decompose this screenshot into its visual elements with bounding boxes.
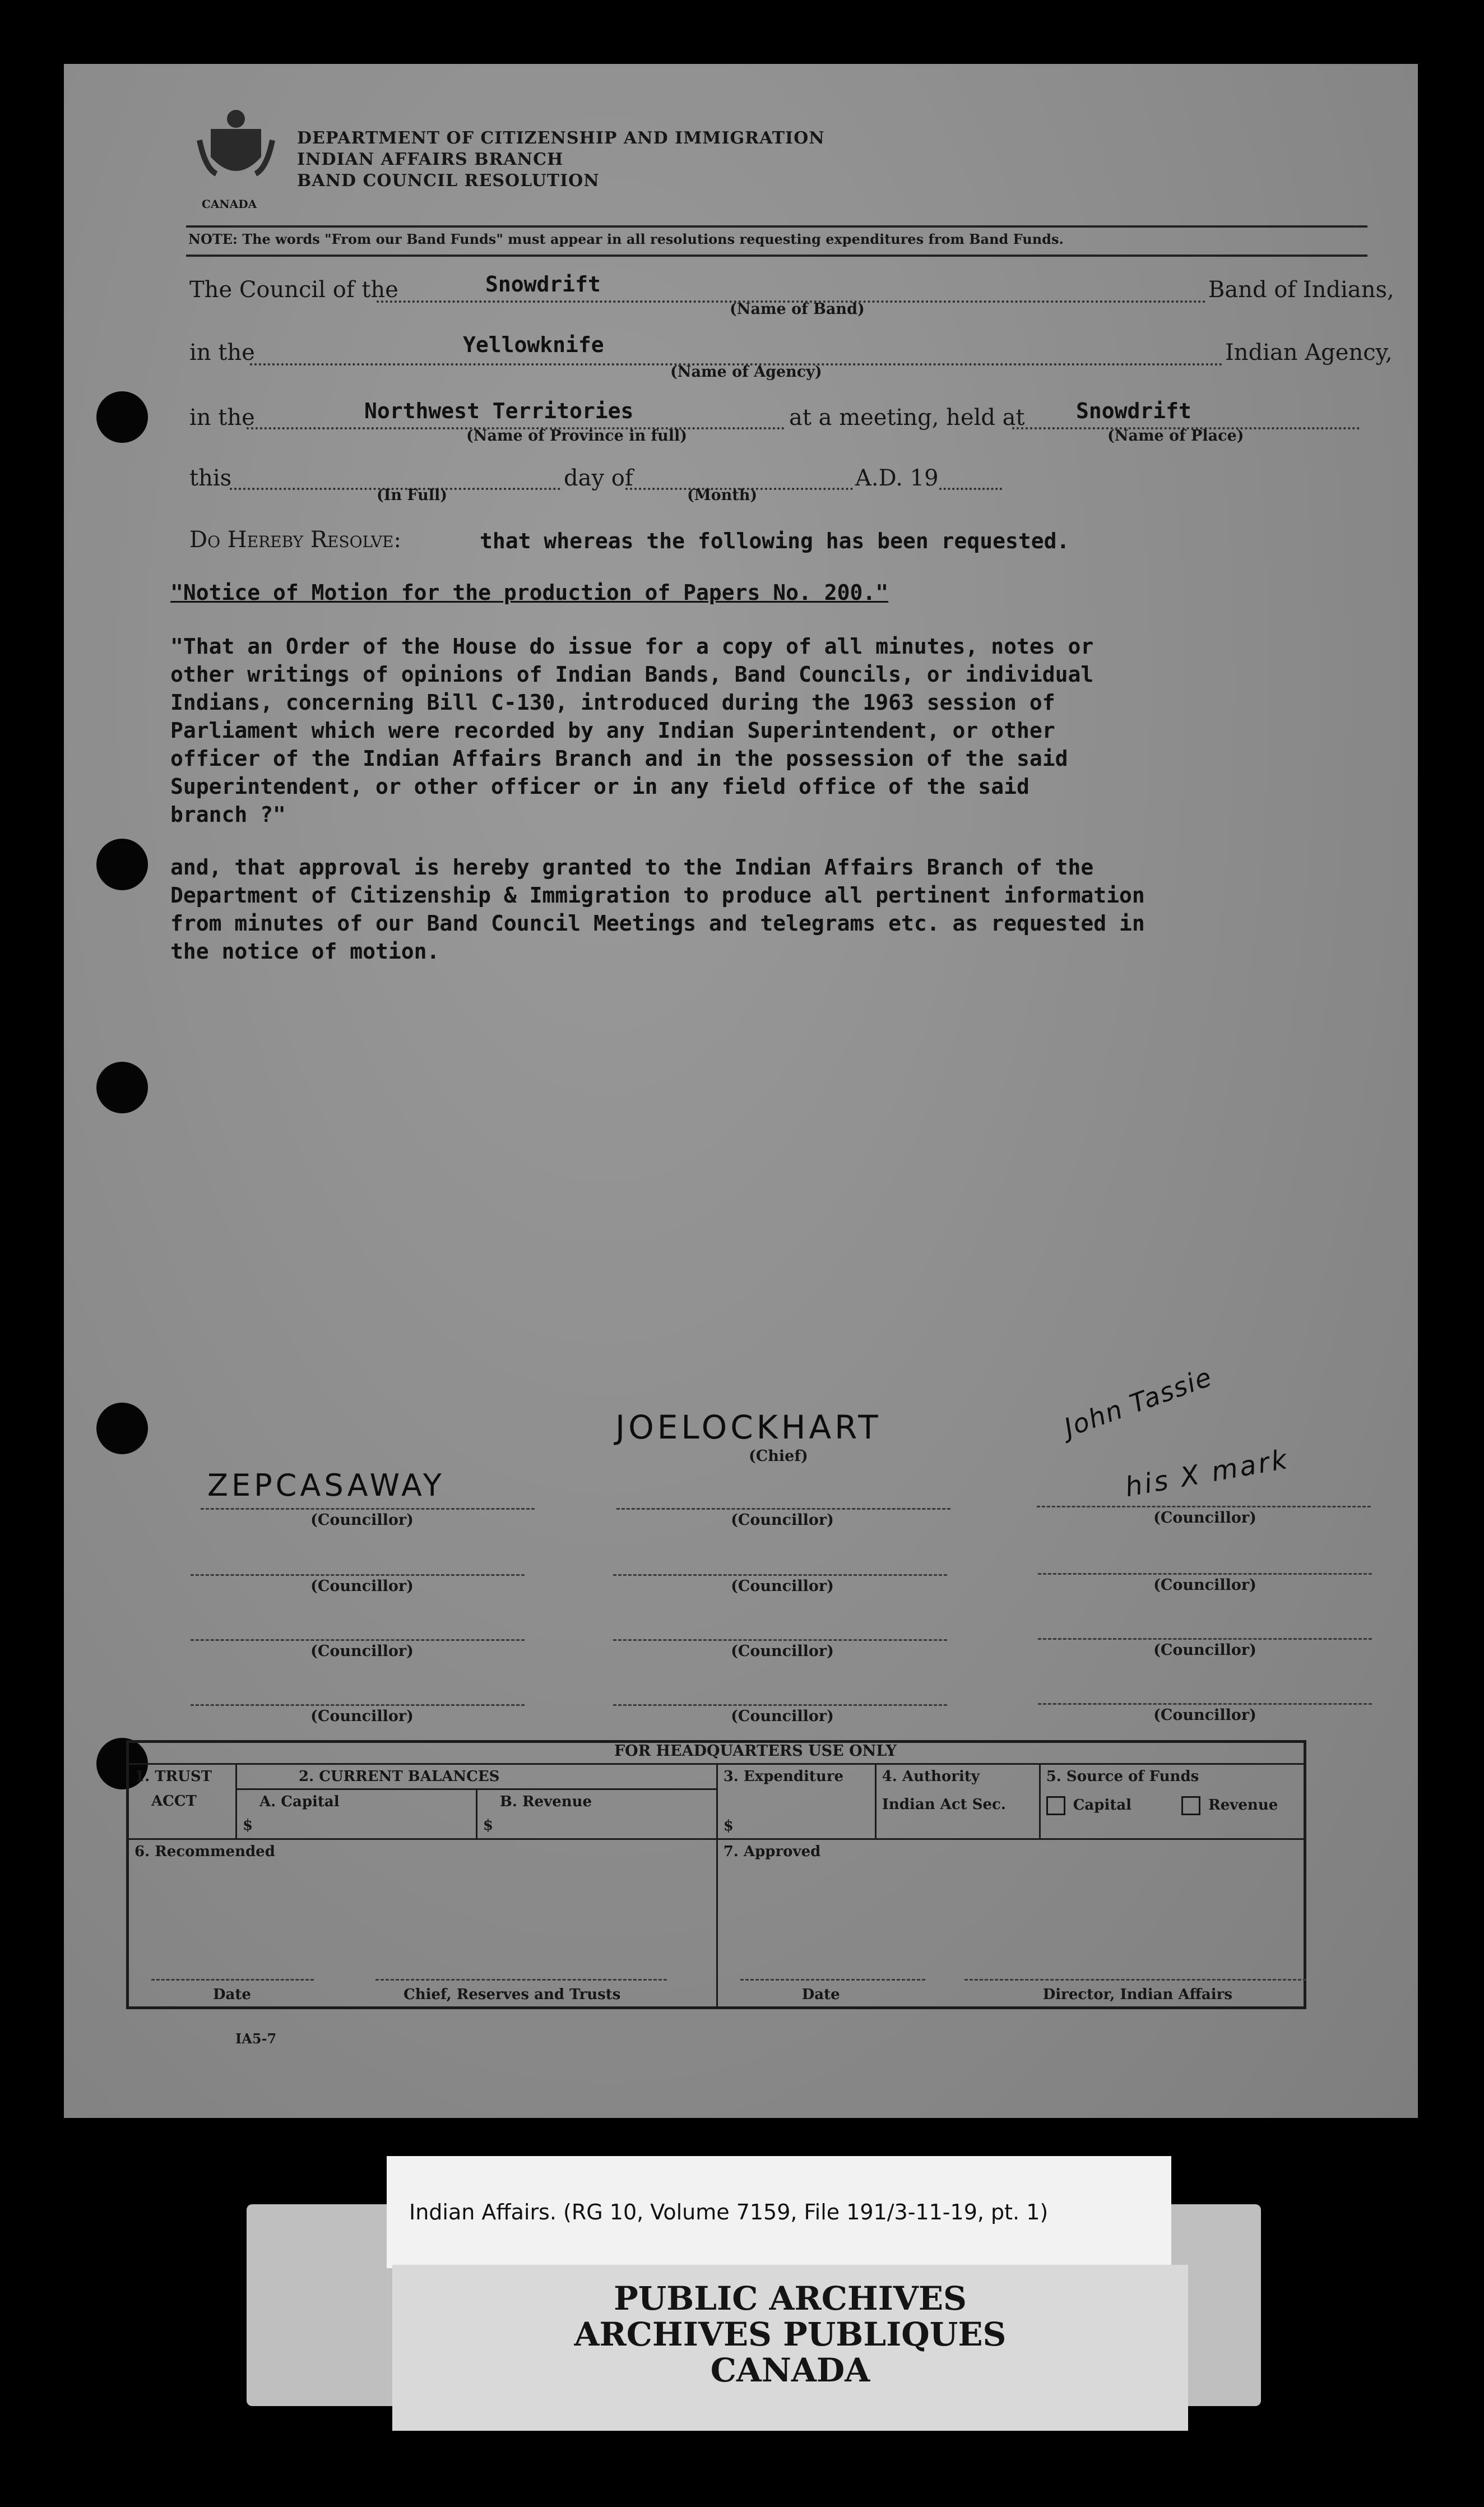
- agency-field[interactable]: Yellowknife: [463, 332, 604, 357]
- approval-line: and, that approval is hereby granted to the Indian Affairs Branch of the: [170, 855, 1094, 880]
- councillor-line[interactable]: [613, 1574, 947, 1576]
- quoted-motion: [170, 632, 1093, 829]
- councillor-caption: (Councillor): [1153, 1509, 1256, 1527]
- councillor-caption: (Councillor): [1153, 1641, 1256, 1659]
- councillor-line[interactable]: [191, 1574, 525, 1576]
- hq-use-table: [126, 1740, 1306, 2009]
- councillor-line[interactable]: [1038, 1573, 1372, 1575]
- punch-hole: [96, 1062, 148, 1113]
- meeting-label: at a meeting, held at: [789, 405, 1025, 431]
- punch-hole: [96, 1403, 148, 1454]
- councillor-caption: (Councillor): [310, 1578, 414, 1595]
- revenue-amount[interactable]: $: [483, 1817, 493, 1834]
- note: NOTE: The words "From our Band Funds" must appear in all resolutions requesting expenditures from Band Funds.: [188, 231, 1064, 247]
- approved-date-line[interactable]: [740, 1979, 925, 1981]
- councillor-signature-right-2: his X mark: [1123, 1443, 1292, 1504]
- approval-paragraph: [170, 853, 1145, 965]
- archive-stamp: [392, 2265, 1188, 2431]
- form-title: BAND COUNCIL RESOLUTION: [297, 171, 600, 191]
- councillor-line[interactable]: [616, 1508, 950, 1510]
- councillor-caption: (Councillor): [731, 1511, 834, 1529]
- capital-checkbox[interactable]: [1046, 1796, 1065, 1815]
- source-revenue-label: Revenue: [1208, 1797, 1278, 1814]
- revenue-checkbox[interactable]: [1181, 1796, 1200, 1815]
- recommended-label: 6. Recommended: [135, 1843, 275, 1860]
- stamp-line-2: ARCHIVES PUBLIQUES: [574, 2315, 1007, 2353]
- councillor-caption: (Councillor): [1153, 1576, 1256, 1594]
- councillor-line[interactable]: [1038, 1638, 1372, 1640]
- councillor-caption: (Councillor): [731, 1643, 834, 1660]
- councillor-caption: (Councillor): [731, 1708, 834, 1725]
- councillor-line[interactable]: [1038, 1703, 1372, 1705]
- archive-reference-text: Indian Affairs. (RG 10, Volume 7159, File 191/3-11-19, pt. 1): [409, 2200, 1049, 2224]
- indian-agency-label: Indian Agency,: [1225, 340, 1393, 366]
- canada-label: CANADA: [202, 197, 257, 211]
- councillor-line[interactable]: [191, 1639, 525, 1641]
- authority-label: 4. Authority: [882, 1768, 980, 1785]
- councillor-caption: (Councillor): [731, 1578, 834, 1595]
- in-the-label-2: in the: [189, 405, 255, 431]
- trust-label: 1. TRUST: [135, 1768, 212, 1785]
- councillor-line[interactable]: [1037, 1506, 1371, 1507]
- councillor-caption: (Councillor): [310, 1708, 414, 1725]
- month-caption: (Month): [687, 487, 758, 504]
- ad-label: A.D. 19: [855, 465, 939, 491]
- top-rule: [186, 225, 1367, 228]
- recommended-date-line[interactable]: [151, 1979, 314, 1981]
- quote-line: Superintendent, or other officer or in any field office of the said: [170, 774, 1029, 799]
- resolution-intro: that whereas the following has been requested.: [480, 529, 1070, 553]
- band-name-caption: (Name of Band): [730, 300, 865, 318]
- council-of-label: The Council of the: [189, 277, 398, 303]
- current-balances-label: 2. CURRENT BALANCES: [237, 1765, 716, 1790]
- expenditure-label: 3. Expenditure: [723, 1768, 844, 1785]
- approval-line: from minutes of our Band Council Meetings and telegrams etc. as requested in: [170, 911, 1145, 936]
- punch-hole: [96, 839, 148, 890]
- stamp-line-3: CANADA: [710, 2351, 870, 2389]
- chief-reserves-caption: Chief, Reserves and Trusts: [404, 1986, 621, 2003]
- date-caption-2: Date: [801, 1986, 840, 2003]
- in-the-label: in the: [189, 340, 255, 366]
- acct-label: ACCT: [151, 1793, 197, 1810]
- councillor-line[interactable]: [613, 1704, 947, 1706]
- place-caption: (Name of Place): [1107, 427, 1244, 445]
- approval-line: the notice of motion.: [170, 939, 440, 964]
- chief-signature: JOELOCKHART: [615, 1408, 882, 1446]
- source-capital-label: Capital: [1073, 1797, 1132, 1814]
- source-of-funds-label: 5. Source of Funds: [1046, 1768, 1199, 1785]
- hq-title: FOR HEADQUARTERS USE ONLY: [614, 1742, 897, 1760]
- this-label: this: [189, 465, 232, 491]
- councillor-line[interactable]: [191, 1704, 525, 1706]
- capital-amount[interactable]: $: [243, 1817, 253, 1834]
- resolve-label: Do Hereby Resolve:: [189, 527, 401, 553]
- quote-line: officer of the Indian Affairs Branch and in the possession of the said: [170, 746, 1068, 771]
- in-full-caption: (In Full): [377, 487, 448, 504]
- year-line[interactable]: [939, 488, 1002, 490]
- quote-line: Indians, concerning Bill C-130, introduced during the 1963 session of: [170, 690, 1055, 715]
- recommended-sign-line[interactable]: [375, 1979, 667, 1981]
- quote-line: "That an Order of the House do issue for a copy of all minutes, notes or: [170, 634, 1094, 659]
- department-title: DEPARTMENT OF CITIZENSHIP AND IMMIGRATION: [297, 128, 825, 148]
- notice-title: "Notice of Motion for the production of Papers No. 200.": [170, 580, 889, 605]
- councillor-caption: (Councillor): [1153, 1706, 1256, 1724]
- province-field[interactable]: Northwest Territories: [364, 399, 634, 423]
- councillor-signature-1: ZEPCASAWAY: [207, 1468, 445, 1503]
- form-number: IA5-7: [235, 2030, 277, 2047]
- approved-sign-line[interactable]: [964, 1979, 1306, 1981]
- quote-line: branch ?": [170, 802, 286, 827]
- branch-title: INDIAN AFFAIRS BRANCH: [297, 150, 564, 169]
- approval-line: Department of Citizenship & Immigration to produce all pertinent information: [170, 883, 1145, 908]
- band-of-indians-label: Band of Indians,: [1208, 277, 1394, 303]
- quote-line: other writings of opinions of Indian Bands, Band Councils, or individual: [170, 662, 1094, 687]
- councillor-signature-right-1: John Tassie: [1060, 1361, 1217, 1443]
- place-field[interactable]: Snowdrift: [1076, 399, 1191, 423]
- councillor-caption: (Councillor): [310, 1511, 414, 1529]
- indian-act-label: Indian Act Sec.: [882, 1796, 1006, 1813]
- stamp-line-1: PUBLIC ARCHIVES: [614, 2279, 967, 2318]
- expenditure-amount[interactable]: $: [723, 1817, 734, 1834]
- capital-label: A. Capital: [259, 1793, 340, 1810]
- coat-of-arms-icon: [194, 107, 278, 191]
- revenue-label: B. Revenue: [499, 1793, 592, 1810]
- agency-caption: (Name of Agency): [670, 363, 822, 381]
- archive-reference-label: [387, 2156, 1171, 2268]
- punch-hole: [96, 391, 148, 443]
- councillor-caption: (Councillor): [310, 1643, 414, 1660]
- quote-line: Parliament which were recorded by any Indian Superintendent, or other: [170, 718, 1055, 743]
- day-of-label: day of: [564, 465, 633, 491]
- date-caption: Date: [213, 1986, 251, 2003]
- approved-label: 7. Approved: [723, 1843, 821, 1860]
- director-caption: Director, Indian Affairs: [1042, 1986, 1232, 2003]
- councillor-line[interactable]: [613, 1639, 947, 1641]
- province-caption: (Name of Province in full): [466, 427, 688, 445]
- band-name-field[interactable]: Snowdrift: [485, 272, 601, 297]
- note-rule: [186, 255, 1367, 257]
- chief-caption: (Chief): [749, 1447, 808, 1465]
- councillor-line[interactable]: [201, 1508, 535, 1510]
